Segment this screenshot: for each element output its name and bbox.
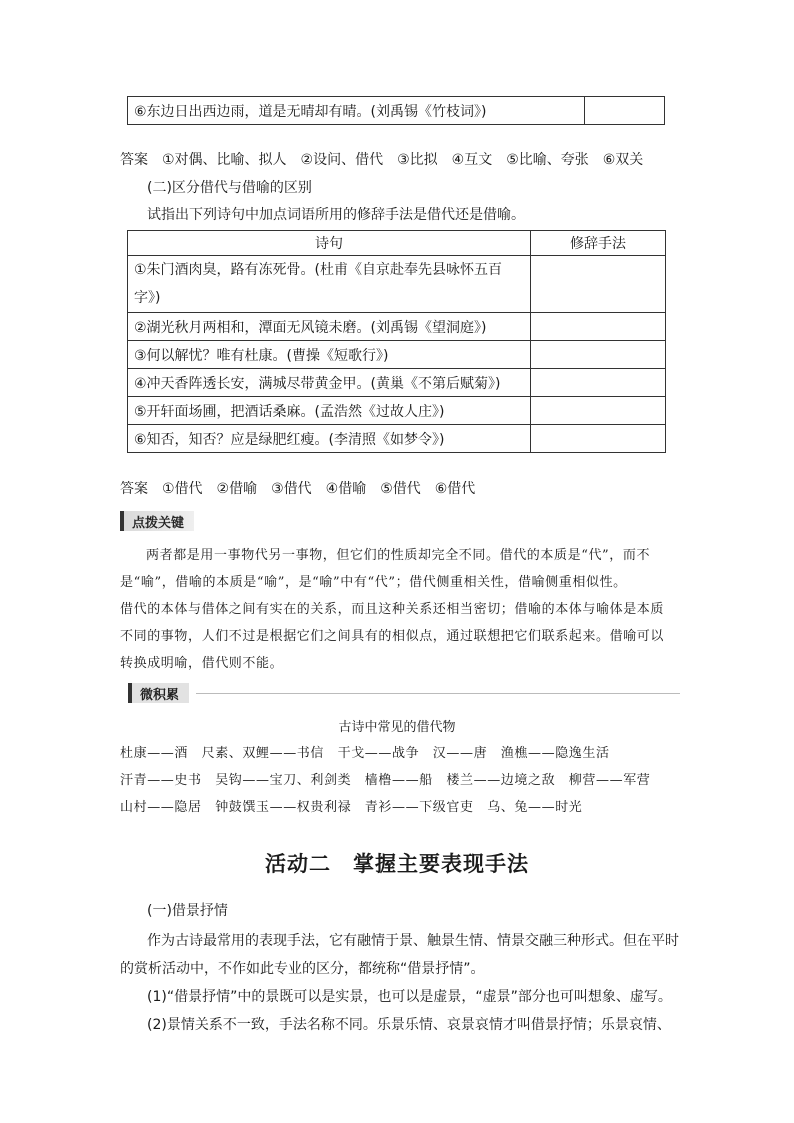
micro-title: 古诗中常见的借代物 xyxy=(338,720,456,735)
answer-label: 答案 xyxy=(120,481,148,497)
tag-marker-icon xyxy=(128,683,132,703)
poem-line: ①朱门酒肉臭，路有冻死骨。(杜甫《自京赴奉先县咏怀五百 xyxy=(134,262,503,278)
section-prompt: 试指出下列诗句中加点词语所用的修辞手法是借代还是借喻。 xyxy=(147,207,525,223)
paragraph-line: 作为古诗最常用的表现手法，它有融情于景、触景生情、情景交融三种形式。但在平时 xyxy=(147,933,679,949)
micro-list xyxy=(120,740,650,821)
answer-cell xyxy=(531,369,666,397)
poem-cell: ⑤开轩面场圃，把酒话桑麻。(孟浩然《过故人庄》) xyxy=(128,397,531,425)
poem-cell xyxy=(128,256,531,313)
answer-cell xyxy=(531,397,666,425)
key-points-line: 转换成明喻，借代则不能。 xyxy=(120,656,284,671)
table-row xyxy=(128,313,666,341)
subsection-title: (一)借景抒情 xyxy=(147,903,228,919)
answer-cell xyxy=(531,341,666,369)
micro-line: 汗青——史书 吴钩——宝刀、利剑类 樯橹——船 楼兰——边境之敌 柳营——军营 xyxy=(120,773,651,788)
key-points-tag xyxy=(120,511,194,531)
micro-tag xyxy=(128,683,189,703)
key-points-line: 借代的本体与借体之间有实在的关系，而且这种关系还相当密切；借喻的本体与喻体是本质 xyxy=(120,602,665,617)
table-row xyxy=(128,369,666,397)
poem-line: 字》) xyxy=(134,290,161,306)
table-row xyxy=(128,341,666,369)
table-row xyxy=(128,256,666,313)
tag-marker-icon xyxy=(120,511,124,531)
table-header-row xyxy=(128,231,666,256)
table-row xyxy=(128,425,666,453)
key-points-body xyxy=(120,542,680,677)
poem-cell: ⑥东边日出西边雨，道是无晴却有晴。(刘禹锡《竹枝词》) xyxy=(128,97,585,125)
key-points-line: 不同的事物，人们不过是根据它们之间具有的相似点，通过联想把它们联系起来。借喻可以 xyxy=(120,629,665,644)
poem-cell: ④冲天香阵透长安，满城尽带黄金甲。(黄巢《不第后赋菊》) xyxy=(128,369,531,397)
micro-divider xyxy=(196,693,680,694)
answer-cell xyxy=(531,256,666,313)
answer-cell xyxy=(531,313,666,341)
top-table xyxy=(127,96,665,125)
column-header-poem: 诗句 xyxy=(128,231,531,256)
column-header-device: 修辞手法 xyxy=(531,231,666,256)
table-row xyxy=(128,97,665,125)
paragraph-line: 的赏析活动中，不作如此专业的区分，都统称“借景抒情”。 xyxy=(120,961,485,977)
paragraph-line: (2)景情关系不一致，手法名称不同。乐景乐情、哀景哀情才叫借景抒情；乐景哀情、 xyxy=(147,1017,671,1033)
micro-line: 山村——隐居 钟鼓馔玉——权贵利禄 青衫——下级官吏 乌、兔——时光 xyxy=(120,800,583,815)
section-title: (二)区分借代与借喻的区别 xyxy=(147,180,312,196)
micro-tag-label: 微积累 xyxy=(140,687,180,703)
answer-text: ①借代 ②借喻 ③借代 ④借喻 ⑤借代 ⑥借代 xyxy=(162,481,476,497)
answer-line-1 xyxy=(120,149,643,169)
poem-cell: ③何以解忧？唯有杜康。(曹操《短歌行》) xyxy=(128,341,531,369)
key-points-line: 两者都是用一事物代另一事物，但它们的性质却完全不同。借代的本质是“代”，而不 xyxy=(146,548,651,563)
activity2-body xyxy=(120,927,680,1039)
section-heading: 活动二 掌握主要表现手法 xyxy=(265,851,529,876)
answer-cell xyxy=(585,97,665,125)
answer-label: 答案 xyxy=(120,152,148,168)
poem-cell: ⑥知否，知否？应是绿肥红瘦。(李清照《如梦令》) xyxy=(128,425,531,453)
micro-line: 杜康——酒 尺素、双鲤——书信 干戈——战争 汉——唐 渔樵——隐逸生活 xyxy=(120,746,610,761)
rhetoric-table xyxy=(127,230,666,453)
answer-line-2 xyxy=(120,478,475,498)
key-points-line: 是“喻”，借喻的本质是“喻”，是“喻”中有“代”；借代侧重相关性，借喻侧重相似性。 xyxy=(120,575,627,590)
key-points-tag-label: 点拨关键 xyxy=(132,515,185,531)
answer-text: ①对偶、比喻、拟人 ②设问、借代 ③比拟 ④互文 ⑤比喻、夸张 ⑥双关 xyxy=(162,152,644,168)
paragraph-line: (1)“借景抒情”中的景既可以是实景，也可以是虚景，“虚景”部分也可叫想象、虚写。 xyxy=(147,989,672,1005)
table-row xyxy=(128,397,666,425)
poem-cell: ②湖光秋月两相和，潭面无风镜未磨。(刘禹锡《望洞庭》) xyxy=(128,313,531,341)
answer-cell xyxy=(531,425,666,453)
